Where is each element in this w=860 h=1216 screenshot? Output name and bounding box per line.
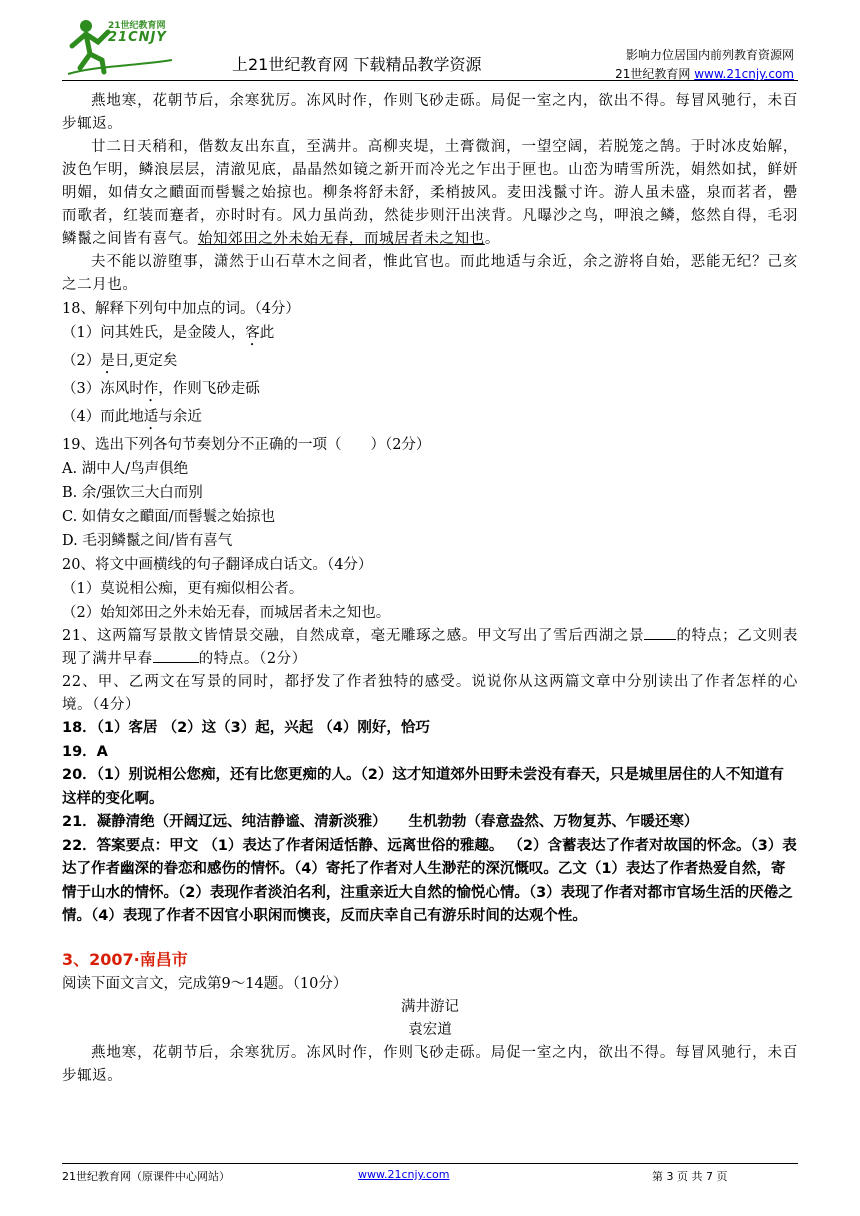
question-20-item-1: （1）莫说相公痴，更有痴似相公者。 [62, 581, 304, 597]
answer-19: 19．A [62, 743, 108, 760]
q-text: 日,更定矣 [114, 353, 178, 369]
header-slogan: 上21世纪教育网 下载精品教学资源 [232, 55, 482, 74]
question-18-item-1 [62, 321, 798, 349]
question-19-option-b: B. 余/强饮三大白而别 [62, 485, 203, 501]
q-text: （4）而此地 [62, 409, 144, 425]
question-22: 22、甲、乙两文在写景的同时，都抒发了作者独特的感受。说说你从这两篇文章中分别读出了作者怎样的心境。（4分） [62, 674, 798, 713]
q-text: （3）冻风时 [62, 381, 144, 397]
question-18-item-4 [62, 405, 798, 433]
logo-english-text: 21CNJY [108, 30, 167, 45]
passage-text-end: 。 [484, 231, 500, 247]
passage-paragraph-1: 燕地寒，花朝节后，余寒犹厉。冻风时作，作则飞砂走砾。局促一室之内，欲出不得。每冒风驰行，未百步辄返。 [62, 93, 798, 132]
logo-chinese-text: 21世纪教育网 [108, 21, 166, 31]
dotted-word: 客 [245, 325, 260, 341]
passage-author: 袁宏道 [408, 1021, 452, 1038]
answer-21: 21．凝静清绝（开阔辽远、纯洁静谧、清新淡雅） 生机勃勃（春意盎然、万物复苏、乍暖还寒） [62, 814, 699, 830]
underlined-sentence: 始知郊田之外未始无春，而城居者未之知也 [197, 231, 485, 247]
question-18-item-2 [62, 349, 798, 377]
question-18-item-3 [62, 377, 798, 405]
question-19: 19、选出下列各句节奏划分不正确的一项（ ）（2分） [62, 437, 431, 453]
header-site-name: 21世纪教育网 [615, 67, 695, 81]
header-site-link[interactable]: www.21cnjy.com [694, 67, 794, 81]
q-text: ，作则飞砂走砾 [158, 381, 260, 397]
section-intro: 阅读下面文言文，完成第9～14题。（10分） [62, 975, 348, 992]
footer-page-number: 第 3 页 共 7 页 [652, 1170, 728, 1183]
question-21 [62, 625, 798, 671]
dotted-word: 是 [100, 353, 115, 369]
q-text: （2） [62, 353, 101, 369]
site-logo [64, 16, 176, 78]
answer-blank [153, 648, 199, 663]
answer-20: 20．（1）别说相公您痴，还有比您更痴的人。（2）这才知道郊外田野未尝没有春天，只是城里居住的人不知道有这样的变化啊。 [62, 767, 784, 807]
section-passage-paragraph-1: 燕地寒，花朝节后，余寒犹厉。冻风时作，作则飞砂走砾。局促一室之内，欲出不得。每冒风驰行，未百步辄返。 [62, 1044, 798, 1084]
dotted-word: 作 [143, 381, 159, 397]
page-header [62, 12, 798, 82]
section-heading: 3、2007·南昌市 [62, 949, 188, 969]
dotted-word: 适 [143, 409, 159, 425]
footer-center [358, 1168, 449, 1181]
q-text: 21、这两篇写景散文皆情景交融，自然成章，毫无雕琢之感。甲文写出了雪后西湖之景 [62, 628, 645, 644]
q-text: 的特点。（2分） [198, 651, 307, 667]
question-20-item-2: （2）始知郊田之外未始无春，而城居者未之知也。 [62, 605, 391, 621]
question-19-option-a: A. 湖中人/鸟声俱绝 [62, 461, 189, 477]
header-divider [62, 80, 798, 81]
passage-title: 满井游记 [401, 998, 459, 1015]
main-content [62, 90, 798, 1088]
q-text: 此 [259, 325, 275, 341]
question-19-option-d: D. 毛羽鳞鬣之间/皆有喜气 [62, 533, 233, 549]
footer-left: 21世纪教育网（原课件中心网站） [62, 1170, 230, 1183]
header-tagline: 影响力位居国内前列教育资源网 [625, 48, 794, 62]
q-text: （1）问其姓氏，是金陵人， [62, 325, 246, 341]
footer-divider [62, 1163, 798, 1164]
q-text: 与余近 [158, 409, 202, 425]
question-18: 18、解释下列句中加点的词。（4分） [62, 301, 300, 317]
question-20: 20、将文中画横线的句子翻译成白话文。（4分） [62, 557, 373, 573]
footer-site-link[interactable]: www.21cnjy.com [358, 1168, 450, 1181]
answer-22: 22．答案要点：甲文 （1）表达了作者闲适恬静、远离世俗的雅趣。 （2）含蓄表达了作者对故国的怀念。（3）表达了作者幽深的眷恋和感伤的情怀。（4）寄托了作者对人生渺茫的深沉慨叹。乙文（1）表达了作者热爱自然，寄情于山水的情怀。（2）表现作者淡泊名利，注重亲近大自然的愉悦心情。（3）表现了作者对都市官场生活的厌倦之情。（4）表现了作者不因官小职闲而懊丧，反而庆幸自己有游乐时间的达观个性。 [62, 837, 797, 924]
question-19-option-c: C. 如倩女之靧面/而髻鬟之始掠也 [62, 509, 276, 525]
answer-blank [644, 625, 676, 640]
passage-text: 廿二日天稍和，偕数友出东直，至满井。高柳夹堤，土膏微润，一望空阔，若脱笼之鹄。于时冰皮始解，波色乍明，鳞浪层层，清澈见底，晶晶然如镜之新开而冷光之乍出于匣也。山峦为晴雪所洗，娟然如拭，鲜妍明媚，如倩女之靧面而髻鬟之始掠也。柳条将舒未舒，柔梢披风。麦田浅鬣寸许。游人虽未盛，泉而茗者，罍而歌者，红装而蹇者，亦时时有。风力虽尚劲，然徒步则汗出浃背。凡曝沙之鸟，呷浪之鳞，悠然自得，毛羽鳞鬣之间皆有喜气。 [62, 139, 798, 247]
answer-18: 18．（1）客居 （2）这（3）起，兴起 （4）刚好，恰巧 [62, 720, 430, 736]
passage-paragraph-3: 夫不能以游堕事，潇然于山石草木之间者，惟此官也。而此地适与余近，余之游将自始，恶能无纪？己亥之二月也。 [62, 254, 798, 293]
passage-paragraph-2 [62, 136, 798, 251]
q-text: 的特点；乙文则表现了满井早春 [62, 628, 798, 667]
